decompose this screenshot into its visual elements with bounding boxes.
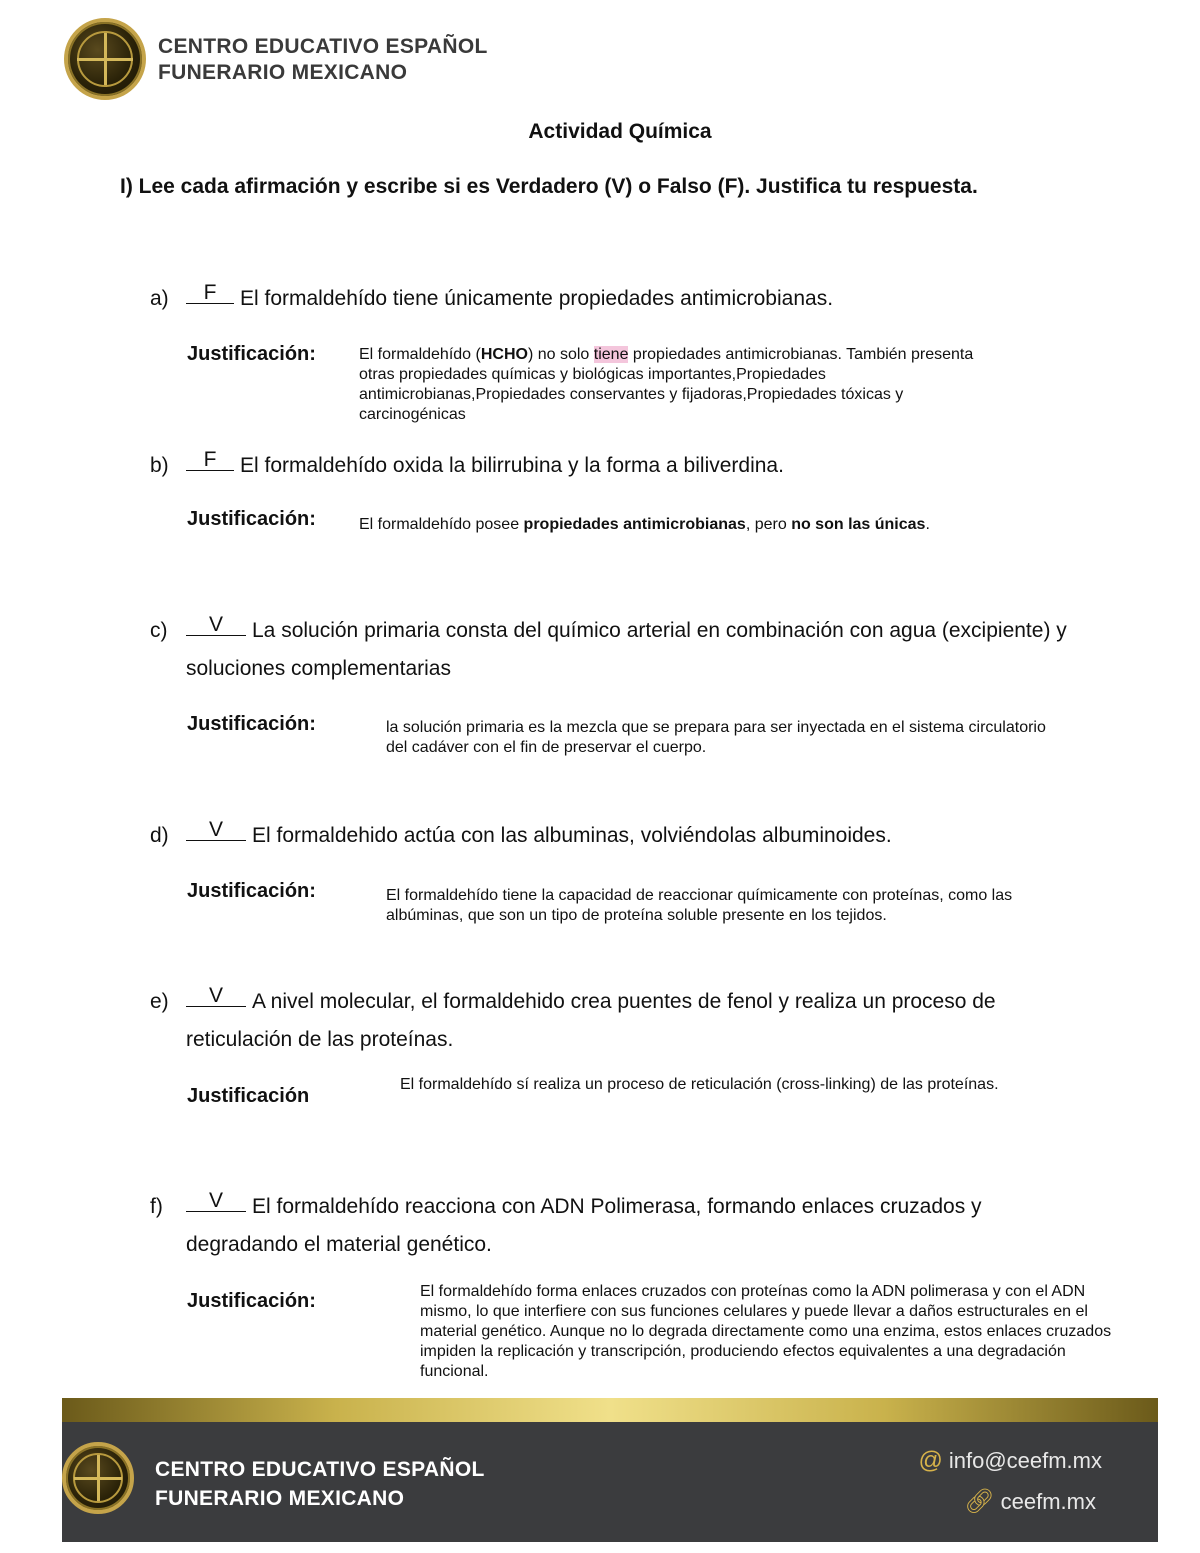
question-c	[150, 612, 1130, 688]
footer-logo	[62, 1442, 134, 1514]
instructions: I) Lee cada afirmación y escribe si es Verdadero (V) o Falso (F). Justifica tu respuesta.	[120, 175, 978, 198]
header-org-name	[158, 34, 488, 86]
link-icon: 🔗︎	[964, 1488, 995, 1515]
question-statement-cont: soluciones complementarias	[186, 657, 451, 680]
question-letter: f)	[150, 1195, 163, 1218]
justification-label: Justificación:	[187, 713, 316, 735]
footer-website[interactable]	[900, 1487, 1096, 1516]
justification-text: la solución primaria es la mezcla que se prepara para ser inyectada en el sistema circulatorio del cadáver con el fin de preservar el cuerpo.	[386, 719, 1046, 756]
school-logo	[64, 18, 146, 100]
question-letter: d)	[150, 824, 169, 847]
answer-blank: V	[186, 986, 246, 1007]
justification-text: El formaldehído forma enlaces cruzados con proteínas como la ADN polimerasa y con el ADN mismo, lo que interfiere con sus funciones celulares y puede llevar a daños estructurales en el material genético. Aunque no lo degrada directamente como una enzima, estos enlaces cruzados impiden la replicación y transcripción, produciendo efectos equivalentes a una degradación funcional.	[420, 1283, 1112, 1380]
question-f	[150, 1188, 1130, 1264]
question-letter: a)	[150, 287, 169, 310]
footer-org-line1: CENTRO EDUCATIVO ESPAÑOL	[155, 1458, 485, 1481]
justification-label: Justificación:	[187, 880, 316, 902]
question-statement: El formaldehído tiene únicamente propiedades antimicrobianas.	[240, 287, 834, 310]
question-d	[150, 817, 1130, 855]
justification-label: Justificación:	[187, 1290, 316, 1312]
footer-email-text: info@ceefm.mx	[948, 1448, 1102, 1473]
question-letter: b)	[150, 454, 169, 477]
answer-blank: V	[186, 1191, 246, 1212]
header-org-line2: FUNERARIO MEXICANO	[158, 61, 408, 84]
question-letter: e)	[150, 990, 169, 1013]
justification-text: El formaldehído (HCHO) no solo tiene propiedades antimicrobianas. También presenta otras propiedades químicas y biológicas importantes,Propiedades antimicrobianas,Propiedades conservantes y fijadoras,Propiedades tóxicas y carcinogénicas	[359, 346, 974, 423]
question-statement: El formaldehído reacciona con ADN Polimerasa, formando enlaces cruzados y	[252, 1195, 982, 1218]
answer-blank: V	[186, 820, 246, 841]
at-icon: @	[918, 1447, 943, 1474]
question-statement-cont: degradando el material genético.	[186, 1233, 492, 1256]
footer-gold-band	[62, 1398, 1158, 1422]
question-statement: El formaldehido actúa con las albuminas, volviéndolas albuminoides.	[252, 824, 892, 847]
question-a	[150, 280, 1130, 318]
question-e	[150, 983, 1130, 1059]
question-statement: A nivel molecular, el formaldehido crea puentes de fenol y realiza un proceso de	[252, 990, 996, 1013]
justification-text: El formaldehído sí realiza un proceso de reticulación (cross-linking) de las proteínas.	[400, 1076, 999, 1093]
question-letter: c)	[150, 619, 168, 642]
justification-label: Justificación	[187, 1085, 310, 1107]
footer-email[interactable]	[880, 1447, 1102, 1475]
answer-blank: V	[186, 615, 246, 636]
justification-label: Justificación:	[187, 343, 316, 365]
footer-org-name	[155, 1455, 485, 1513]
justification-text: El formaldehído posee propiedades antimicrobianas, pero no son las únicas.	[359, 516, 930, 533]
footer-org-line2: FUNERARIO MEXICANO	[155, 1487, 405, 1510]
question-statement: La solución primaria consta del químico arterial en combinación con agua (excipiente) y	[252, 619, 1067, 642]
justification-label: Justificación:	[187, 508, 316, 530]
answer-blank: F	[186, 450, 234, 471]
question-statement-cont: reticulación de las proteínas.	[186, 1028, 454, 1051]
justification-text: El formaldehído tiene la capacidad de reaccionar químicamente con proteínas, como las albúminas, que son un tipo de proteína soluble presente en los tejidos.	[386, 887, 1013, 924]
footer-website-text: ceefm.mx	[1000, 1489, 1096, 1514]
page-title: Actividad Química	[528, 120, 712, 143]
answer-blank: F	[186, 283, 234, 304]
header-org-line1: CENTRO EDUCATIVO ESPAÑOL	[158, 35, 488, 58]
question-statement: El formaldehído oxida la bilirrubina y la forma a biliverdina.	[240, 454, 784, 477]
question-b	[150, 447, 1130, 485]
